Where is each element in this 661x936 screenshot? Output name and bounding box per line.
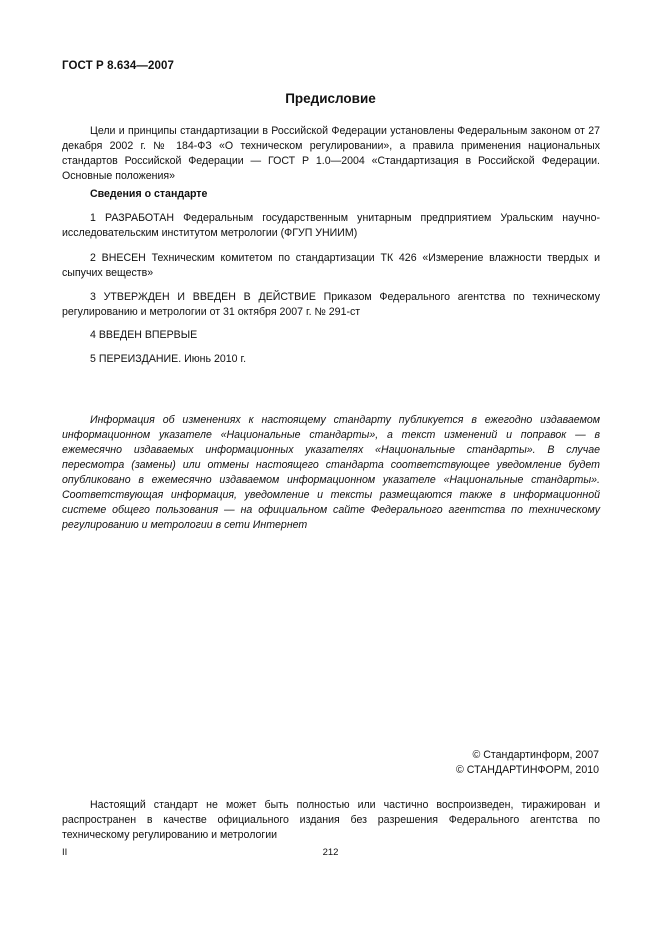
item-3-paragraph: 3 УТВЕРЖДЕН И ВВЕДЕН В ДЕЙСТВИЕ Приказом Федерального агентства по техническому регулированию и метрологии от 31 октября 2007 г. № 291-ст: [62, 291, 600, 318]
standard-code: ГОСТ Р 8.634—2007: [62, 60, 174, 72]
item-4-paragraph: 4 ВВЕДЕН ВПЕРВЫЕ: [90, 329, 198, 341]
copyright-line-2: © СТАНДАРТИНФОРМ, 2010: [456, 764, 599, 776]
info-note-paragraph: Информация об изменениях к настоящему стандарту публикуется в ежегодно издаваемом информационном указателе «Национальные стандарты», а текст изменений и поправок — в ежемесячно издаваемых информационных указателях «Национальные стандарты». В случае пересмотра (замены) или отмены настоящего стандарта соответствующее уведомление будет опубликовано в ежемесячно издаваемом информационном указателе «Национальные стандарты». Соответствующая информация, уведомление и тексты размещаются также в информационной системе общего пользования — на официальном сайте Федерального агентства по техническому регулированию и метрологии в сети Интернет: [62, 414, 600, 531]
intro-paragraph: Цели и принципы стандартизации в Российской Федерации установлены Федеральным законом от 27 декабря 2002 г. № 184-ФЗ «О техническом регулировании», а правила применения национальных стандартов Российской Федерации — ГОСТ Р 1.0—2004 «Стандартизация в Российской Федерации. Основные положения»: [62, 125, 600, 182]
copyright-line-1: © Стандартинформ, 2007: [472, 749, 599, 761]
roman-page-number: II: [62, 847, 68, 858]
page-number: 212: [322, 847, 339, 858]
reproduction-notice: Настоящий стандарт не может быть полностью или частично воспроизведен, тиражирован и распространен в качестве официального издания без разрешения Федерального агентства по техническому регулированию и метрологии: [62, 799, 600, 841]
item-1-paragraph: 1 РАЗРАБОТАН Федеральным государственным унитарным предприятием Уральским научно-исследовательским институтом метрологии (ФГУП УНИИМ): [62, 212, 600, 239]
item-5-paragraph: 5 ПЕРЕИЗДАНИЕ. Июнь 2010 г.: [90, 353, 247, 365]
item-2-paragraph: 2 ВНЕСЕН Техническим комитетом по стандартизации ТК 426 «Измерение влажности твердых и сыпучих веществ»: [62, 252, 600, 279]
copyright-block: [456, 748, 599, 778]
page-title: Предисловие: [285, 91, 376, 106]
section-heading: Сведения о стандарте: [90, 188, 208, 200]
